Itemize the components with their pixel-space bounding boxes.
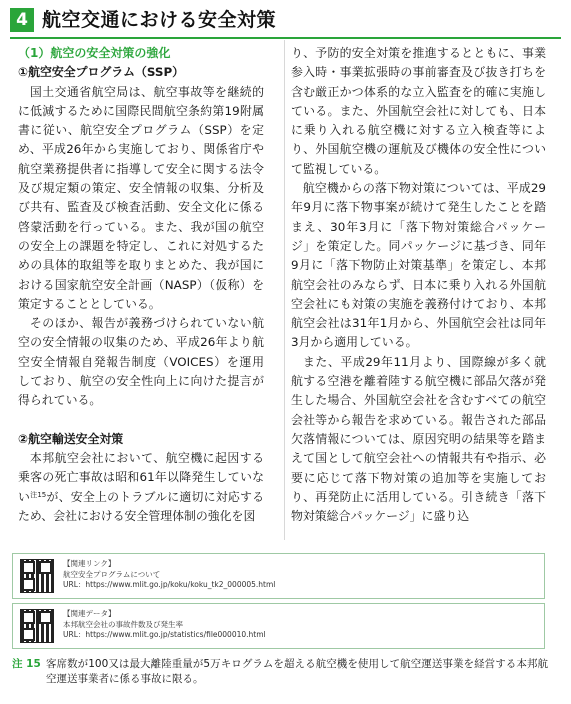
section-header bbox=[10, 6, 561, 34]
related-link-box bbox=[12, 553, 545, 599]
header-rule bbox=[10, 37, 561, 39]
transport-text-a: 本邦航空会社において、航空機に起因する乗客の死亡事故は昭和61年以降発生していない bbox=[18, 450, 264, 504]
footnote-label: 注 15 bbox=[12, 658, 41, 670]
footnote-text: 客席数が100又は最大離陸重量が5万キログラムを超える航空機を使用して航空運送事業を経営する本邦航空運送事業者に係る事故に限る。 bbox=[46, 658, 548, 685]
section-title: 航空交通における安全対策 bbox=[42, 9, 277, 31]
ssp-paragraph-2: そのほか、報告が義務づけられていない航空の安全情報の収集のため、平成26年より航空安全情報自発報告制度（VOICES）を運用しており、航空の安全性向上に向けた提言が得られている。 bbox=[18, 316, 264, 408]
right-paragraph-1: り、予防的安全対策を推進するとともに、事業参入時・事業拡張時の事前審査及び抜き打ちを含む厳正かつ体系的な立入監査を的確に実施している。また、外国航空会社に対しても、日本に乗り入れる航空機に対する立入検査等により、外国航空機の運航及び機体の安全性について監視している。 bbox=[291, 46, 546, 176]
related-data-title: 本邦航空会社の事故件数及び発生率 bbox=[63, 619, 183, 629]
related-data-url[interactable]: URL：https://www.mlit.go.jp/statistics/file000010.html bbox=[63, 630, 266, 639]
related-data-text bbox=[63, 609, 266, 641]
ssp-paragraph-1: 国土交通省航空局は、航空事故等を継続的に低減するために国際民間航空条約第19附属書に従い、航空安全プログラム（SSP）を定め、平成26年から実施しており、関係省庁や航空業務提供者に指導して安全に関する法令及び規定類の策定、安全情報の収集、分析及び共有、監査及び検査活動、安全文化に係る啓蒙活動を行っている。また、我が国の航空の安全上の課題を特定し、これに対処するための具体的取組等を取りまとめた、我が国における国家航空安全計画（NASP）（仮称）を策定することとしている。 bbox=[18, 84, 264, 311]
related-link-url[interactable]: URL：https://www.mlit.go.jp/koku/koku_tk2_000005.html bbox=[63, 580, 276, 589]
left-column bbox=[18, 44, 264, 526]
footnote-ref-15[interactable]: 注15 bbox=[30, 490, 47, 499]
transport-heading: ②航空輸送安全対策 bbox=[18, 431, 124, 446]
qr-code-icon[interactable] bbox=[20, 609, 54, 643]
right-paragraph-3: また、平成29年11月より、国際線が多く就航する空港を離着陸する航空機に部品欠落が発生した場合、外国航空会社を含むすべての航空会社等から報告を求めている。報告された部品欠落情報については、原因究明の結果等を踏まえて国として航空会社への情報共有や指示、必要に応じて落下物対策の追加等を実施しており、再発防止に活用している。引き続き「落下物対策総合パッケージ」に盛り込 bbox=[291, 354, 546, 524]
right-column bbox=[291, 44, 546, 526]
right-paragraph-2: 航空機からの落下物対策については、平成29年9月に落下物事案が続けて発生したことを踏まえ、30年3月に「落下物対策総合パッケージ」を策定した。同パッケージに基づき、同年9月に「落下物防止対策基準」を策定し、本邦航空会社のみならず、日本に乗り入れる外国航空会社にも対策の実施を義務付けており、本邦航空会社は31年1月から、外国航空会社は同年3月から適用している。 bbox=[291, 181, 546, 350]
related-link-label: 【関連リンク】 bbox=[63, 559, 116, 568]
related-data-box bbox=[12, 603, 545, 649]
qr-code-icon[interactable] bbox=[20, 559, 54, 593]
ssp-heading: ①航空安全プログラム（SSP） bbox=[18, 65, 185, 80]
section-number-badge: 4 bbox=[10, 8, 34, 32]
related-link-text bbox=[63, 559, 275, 591]
spacer bbox=[18, 411, 264, 430]
column-divider bbox=[284, 40, 285, 540]
transport-text-b: が、安全上のトラブルに適切に対応するため、会社における安全管理体制の強化を図 bbox=[18, 489, 264, 523]
subsection-heading: （1）航空の安全対策の強化 bbox=[18, 46, 171, 60]
transport-paragraph bbox=[18, 449, 264, 526]
related-link-title: 航空安全プログラムについて bbox=[63, 569, 161, 579]
related-data-label: 【関連データ】 bbox=[63, 609, 116, 618]
